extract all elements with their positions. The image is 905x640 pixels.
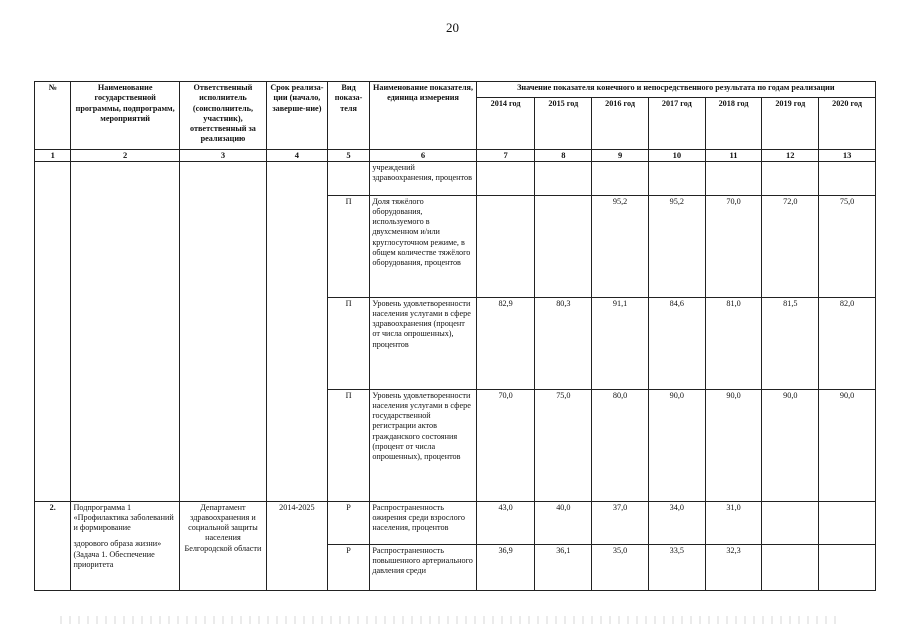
scan-noise <box>60 616 840 624</box>
indicator-value: 81,0 <box>705 297 762 389</box>
indicator-value <box>476 161 535 195</box>
indicator-type: Р <box>327 501 370 544</box>
column-number: 5 <box>327 150 370 162</box>
indicator-value: 75,0 <box>819 195 876 297</box>
indicator-value <box>819 544 876 590</box>
indicator-value: 36,9 <box>476 544 535 590</box>
header-year: 2017 год <box>648 98 705 150</box>
indicator-value: 80,0 <box>592 389 649 501</box>
column-number: 6 <box>370 150 476 162</box>
indicator-value: 37,0 <box>592 501 649 544</box>
column-number: 13 <box>819 150 876 162</box>
indicator-type: Р <box>327 544 370 590</box>
indicator-value: 70,0 <box>705 195 762 297</box>
indicator-value: 80,3 <box>535 297 592 389</box>
indicator-value: 90,0 <box>762 389 819 501</box>
column-number: 8 <box>535 150 592 162</box>
column-number: 7 <box>476 150 535 162</box>
indicator-type: П <box>327 389 370 501</box>
indicator-value: 82,0 <box>819 297 876 389</box>
indicator-value <box>819 501 876 544</box>
indicator-name: Уровень удовлетворенности населения услугами в сфере государственной регистрации актов гражданского состояния (процент от числа опрошенных), процентов <box>370 389 476 501</box>
responsible-bottom: Белгородской области <box>184 543 262 553</box>
indicator-value: 90,0 <box>648 389 705 501</box>
indicator-value: 90,0 <box>819 389 876 501</box>
column-number: 9 <box>592 150 649 162</box>
indicator-type <box>327 161 370 195</box>
subprogram-term: 2014-2025 <box>267 501 328 590</box>
column-number: 1 <box>35 150 71 162</box>
indicator-value: 32,3 <box>705 544 762 590</box>
indicator-value: 35,0 <box>592 544 649 590</box>
indicator-value <box>535 195 592 297</box>
column-number: 10 <box>648 150 705 162</box>
subprogram-name <box>71 501 179 590</box>
indicator-value <box>819 161 876 195</box>
responsible-top: Департамент здравоохранения и социальной защиты населения <box>188 502 258 543</box>
indicator-value <box>476 195 535 297</box>
indicator-value: 36,1 <box>535 544 592 590</box>
indicator-value: 75,0 <box>535 389 592 501</box>
column-number: 2 <box>71 150 179 162</box>
cell-responsible-empty <box>179 161 266 501</box>
header-responsible: Ответственный исполнитель (соисполнитель, участник), ответственный за реализацию <box>179 82 266 150</box>
header-no: № <box>35 82 71 150</box>
table-row <box>35 501 876 544</box>
indicator-value <box>705 161 762 195</box>
indicator-value <box>762 544 819 590</box>
cell-term-empty <box>267 161 328 501</box>
header-year: 2015 год <box>535 98 592 150</box>
header-year: 2016 год <box>592 98 649 150</box>
indicator-value <box>648 161 705 195</box>
indicator-value: 31,0 <box>705 501 762 544</box>
indicator-value <box>762 501 819 544</box>
header-year: 2020 год <box>819 98 876 150</box>
header-year: 2018 год <box>705 98 762 150</box>
subprogram-name-bold: Подпрограмма 1 «Профилактика заболеваний и формирование <box>73 502 174 533</box>
column-number: 12 <box>762 150 819 162</box>
indicator-value: 34,0 <box>648 501 705 544</box>
indicator-name: Распространенность ожирения среди взрослого населения, процентов <box>370 501 476 544</box>
subprogram-responsible <box>179 501 266 590</box>
page-number: 20 <box>446 20 459 35</box>
column-number: 3 <box>179 150 266 162</box>
indicator-name: Доля тяжёлого оборудования, используемого в двухсменном и/или круглосуточном режиме, в общем количестве тяжёлого оборудования, процентов <box>370 195 476 297</box>
indicator-name: Распространенность повышенного артериального давления среди <box>370 544 476 590</box>
indicator-value: 33,5 <box>648 544 705 590</box>
indicator-type: П <box>327 297 370 389</box>
header-values: Значение показателя конечного и непосредственного результата по годам реализации <box>476 82 875 98</box>
indicator-value: 70,0 <box>476 389 535 501</box>
header-year: 2019 год <box>762 98 819 150</box>
cell-no-empty <box>35 161 71 501</box>
table-row <box>35 161 876 195</box>
header-term: Срок реализа-ции (начало, заверше-ние) <box>267 82 328 150</box>
indicator-value: 40,0 <box>535 501 592 544</box>
indicator-value: 72,0 <box>762 195 819 297</box>
header-indicator-name: Наименование показателя, единица измерения <box>370 82 476 150</box>
indicator-value: 43,0 <box>476 501 535 544</box>
indicator-value: 91,1 <box>592 297 649 389</box>
indicator-value <box>592 161 649 195</box>
indicator-value: 95,2 <box>592 195 649 297</box>
indicator-value <box>762 161 819 195</box>
indicator-name: учреждений здравоохранения, процентов <box>370 161 476 195</box>
column-number: 4 <box>267 150 328 162</box>
indicator-value <box>535 161 592 195</box>
header-name: Наименование государственной программы, подпрограмм, мероприятий <box>71 82 179 150</box>
indicator-value: 81,5 <box>762 297 819 389</box>
indicator-type: П <box>327 195 370 297</box>
cell-name-empty <box>71 161 179 501</box>
subprogram-number: 2. <box>35 501 71 590</box>
column-number: 11 <box>705 150 762 162</box>
indicators-table <box>34 81 876 591</box>
indicator-value: 95,2 <box>648 195 705 297</box>
indicator-value: 90,0 <box>705 389 762 501</box>
indicator-value: 82,9 <box>476 297 535 389</box>
indicator-value: 84,6 <box>648 297 705 389</box>
subprogram-name-rest: здорового образа жизни» (Задача 1. Обеспечение приоритета <box>73 539 162 569</box>
header-year: 2014 год <box>476 98 535 150</box>
header-indicator-type: Вид показа-теля <box>327 82 370 150</box>
indicator-name: Уровень удовлетворенности населения услугами в сфере здравоохранения (процент от числа опрошенных), процентов <box>370 297 476 389</box>
column-numbers-row <box>35 150 876 162</box>
